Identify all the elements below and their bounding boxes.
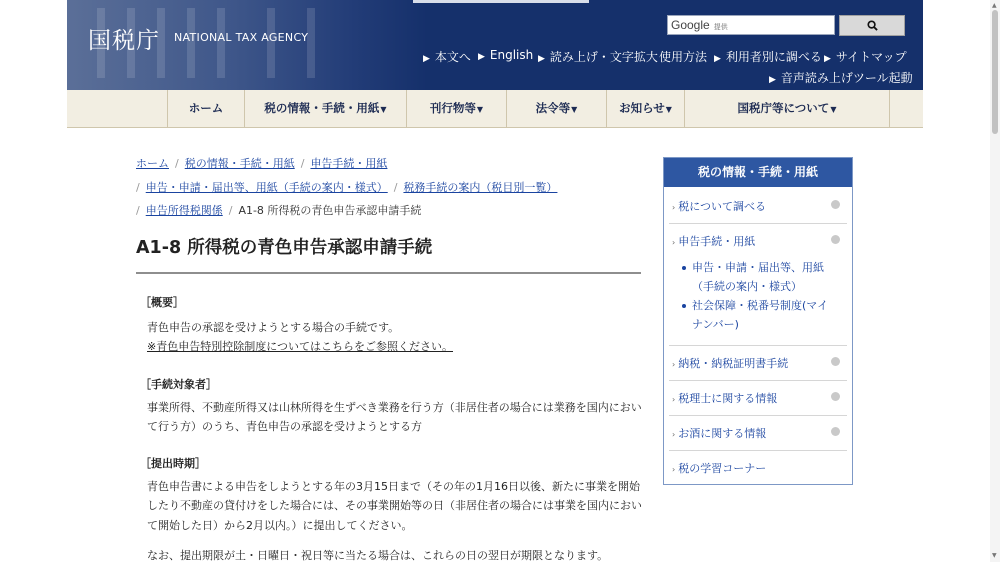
expand-icon[interactable] [831, 392, 840, 401]
chevron-right-icon: › [672, 395, 676, 404]
breadcrumb: ホーム / 税の情報・手続・用紙 / 申告手続・用紙 [136, 157, 388, 170]
site-logo[interactable]: 国税庁 [88, 28, 160, 54]
chevron-right-icon: › [672, 430, 676, 439]
page-title: A1-8 所得税の青色申告承認申請手続 [136, 238, 433, 258]
search-input[interactable] [667, 15, 835, 35]
caret-down-icon: ▼ [476, 105, 484, 114]
sidebar-item-liquor[interactable]: › お酒に関する情報 [672, 427, 767, 440]
search-icon [867, 20, 878, 31]
expand-icon[interactable] [831, 235, 840, 244]
triangle-right-icon: ▶ [714, 54, 721, 64]
expand-icon[interactable] [831, 200, 840, 209]
breadcrumb-forms[interactable]: 申告・申請・届出等、用紙（手続の案内・様式） [145, 181, 388, 194]
overview-text: 青色申告の承認を受けようとする場合の手続です。 [147, 321, 400, 334]
util-link-english[interactable]: ▶ English [478, 48, 534, 62]
sidebar-item-tax-accountant[interactable]: › 税理士に関する情報 [672, 392, 778, 405]
nav-divider [889, 90, 890, 127]
deadline-text-line-1: 青色申告書による申告をしようとする年の3月15日まで（その年の1月16日以後、新たに事業を開始 [147, 480, 640, 493]
caret-down-icon: ▼ [571, 105, 578, 114]
breadcrumb-row-3: / 申告所得税関係 / A1-8 所得税の青色申告承認申請手続 [136, 204, 422, 217]
section-heading-target: ［手続対象者］ [140, 378, 217, 391]
triangle-right-icon: ▶ [824, 54, 831, 64]
expand-icon[interactable] [831, 427, 840, 436]
nav-laws[interactable]: 法令等▼ [506, 90, 606, 127]
nav-publications[interactable]: 刊行物等▼ [406, 90, 506, 127]
util-link-usage[interactable]: 使用方法 [659, 50, 708, 64]
global-nav [67, 90, 923, 128]
sidebar-subitem-forms[interactable]: 申告・申請・届出等、用紙 [682, 259, 824, 275]
section-heading-deadline: ［提出時期］ [140, 457, 206, 470]
sidebar-subitem-mynumber[interactable]: 社会保障・税番号制度(マイ [682, 297, 828, 313]
title-divider [136, 272, 641, 274]
header-top-accent [413, 0, 589, 3]
nav-about[interactable]: 国税庁等について▼ [684, 90, 889, 127]
triangle-right-icon: ▶ [769, 75, 776, 85]
nav-tax-info[interactable]: 税の情報・手続・用紙▼ [244, 90, 406, 127]
sidebar-item-payment[interactable]: › 納税・納税証明書手続 [672, 357, 789, 370]
audio-tool-link[interactable]: ▶ 音声読み上げツール起動 [769, 71, 913, 85]
triangle-right-icon: ▶ [423, 54, 430, 64]
scroll-down-icon[interactable]: ▼ [992, 552, 997, 559]
chevron-right-icon: › [672, 360, 676, 369]
util-link-sitemap[interactable]: ▶ サイトマップ [824, 50, 907, 64]
breadcrumb-procedures[interactable]: 税務手続の案内（税目別一覧） [403, 181, 558, 194]
caret-down-icon: ▼ [830, 105, 837, 114]
breadcrumb-income-tax[interactable]: 申告所得税関係 [145, 204, 223, 217]
breadcrumb-home[interactable]: ホーム [136, 157, 169, 170]
sidebar-heading: 税の情報・手続・用紙 [664, 158, 852, 187]
caret-down-icon: ▼ [380, 105, 387, 114]
chevron-right-icon: › [672, 238, 676, 247]
triangle-right-icon: ▶ [478, 52, 485, 62]
search-button[interactable] [839, 15, 905, 36]
target-text-line-2: て行う方）のうち、青色申告の承認を受けようとする方 [147, 420, 422, 433]
deadline-text-line-3: て開始した日）から2月以内。）に提出してください。 [147, 519, 413, 532]
sidebar-item-filing[interactable]: › 申告手続・用紙 [672, 235, 756, 248]
scrollbar-thumb[interactable] [992, 10, 998, 134]
breadcrumb-filing[interactable]: 申告手続・用紙 [310, 157, 388, 170]
deadline-text-line-2: したり不動産の貸付けをした場合には、その事業開始等の日（非居住者の場合には事業を国内におい [147, 499, 642, 512]
breadcrumb-row-2: / 申告・申請・届出等、用紙（手続の案内・様式） / 税務手続の案内（税目別一覧） [136, 181, 558, 194]
sidebar [663, 157, 853, 485]
chevron-right-icon: › [672, 203, 676, 212]
search-brand: Google [671, 18, 710, 32]
util-link-skip[interactable]: ▶ 本文へ [423, 50, 471, 64]
sidebar-subitem-forms-line-2[interactable]: （手続の案内・様式） [692, 280, 802, 293]
breadcrumb-current: A1-8 所得税の青色申告承認申請手続 [238, 204, 422, 217]
target-text-line-1: 事業所得、不動産所得又は山林所得を生ずべき業務を行う方（非居住者の場合には業務を国内におい [147, 401, 642, 414]
search-powered-label: 提供 [713, 23, 728, 31]
expand-icon[interactable] [831, 357, 840, 366]
sidebar-item-research[interactable]: › 税について調べる [672, 200, 766, 213]
triangle-right-icon: ▶ [538, 54, 545, 64]
util-link-by-user[interactable]: ▶ 利用者別に調べる [714, 50, 822, 64]
nav-home[interactable]: ホーム [167, 90, 244, 127]
caret-down-icon: ▼ [665, 105, 672, 114]
sidebar-item-learning[interactable]: › 税の学習コーナー [672, 462, 767, 475]
blue-return-deduction-link[interactable]: ※青色申告特別控除制度についてはこちらをご参照ください。 [147, 340, 453, 353]
bullet-icon [682, 266, 686, 270]
page-scrollbar[interactable] [990, 0, 1000, 562]
site-logo-english[interactable]: NATIONAL TAX AGENCY [174, 31, 309, 44]
nav-news[interactable]: お知らせ▼ [606, 90, 684, 127]
util-link-readaloud[interactable]: ▶ 読み上げ・文字拡大 [538, 50, 658, 64]
bullet-icon [682, 304, 686, 308]
scroll-up-icon[interactable]: ▲ [992, 2, 997, 9]
sidebar-subitem-mynumber-line-2[interactable]: ナンバー) [692, 318, 739, 331]
chevron-right-icon: › [672, 465, 676, 474]
breadcrumb-tax-info[interactable]: 税の情報・手続・用紙 [184, 157, 295, 170]
section-heading-overview: ［概要］ [140, 296, 184, 309]
deadline-note: なお、提出期限が土・日曜日・祝日等に当たる場合は、これらの日の翌日が期限となります。 [147, 549, 609, 562]
